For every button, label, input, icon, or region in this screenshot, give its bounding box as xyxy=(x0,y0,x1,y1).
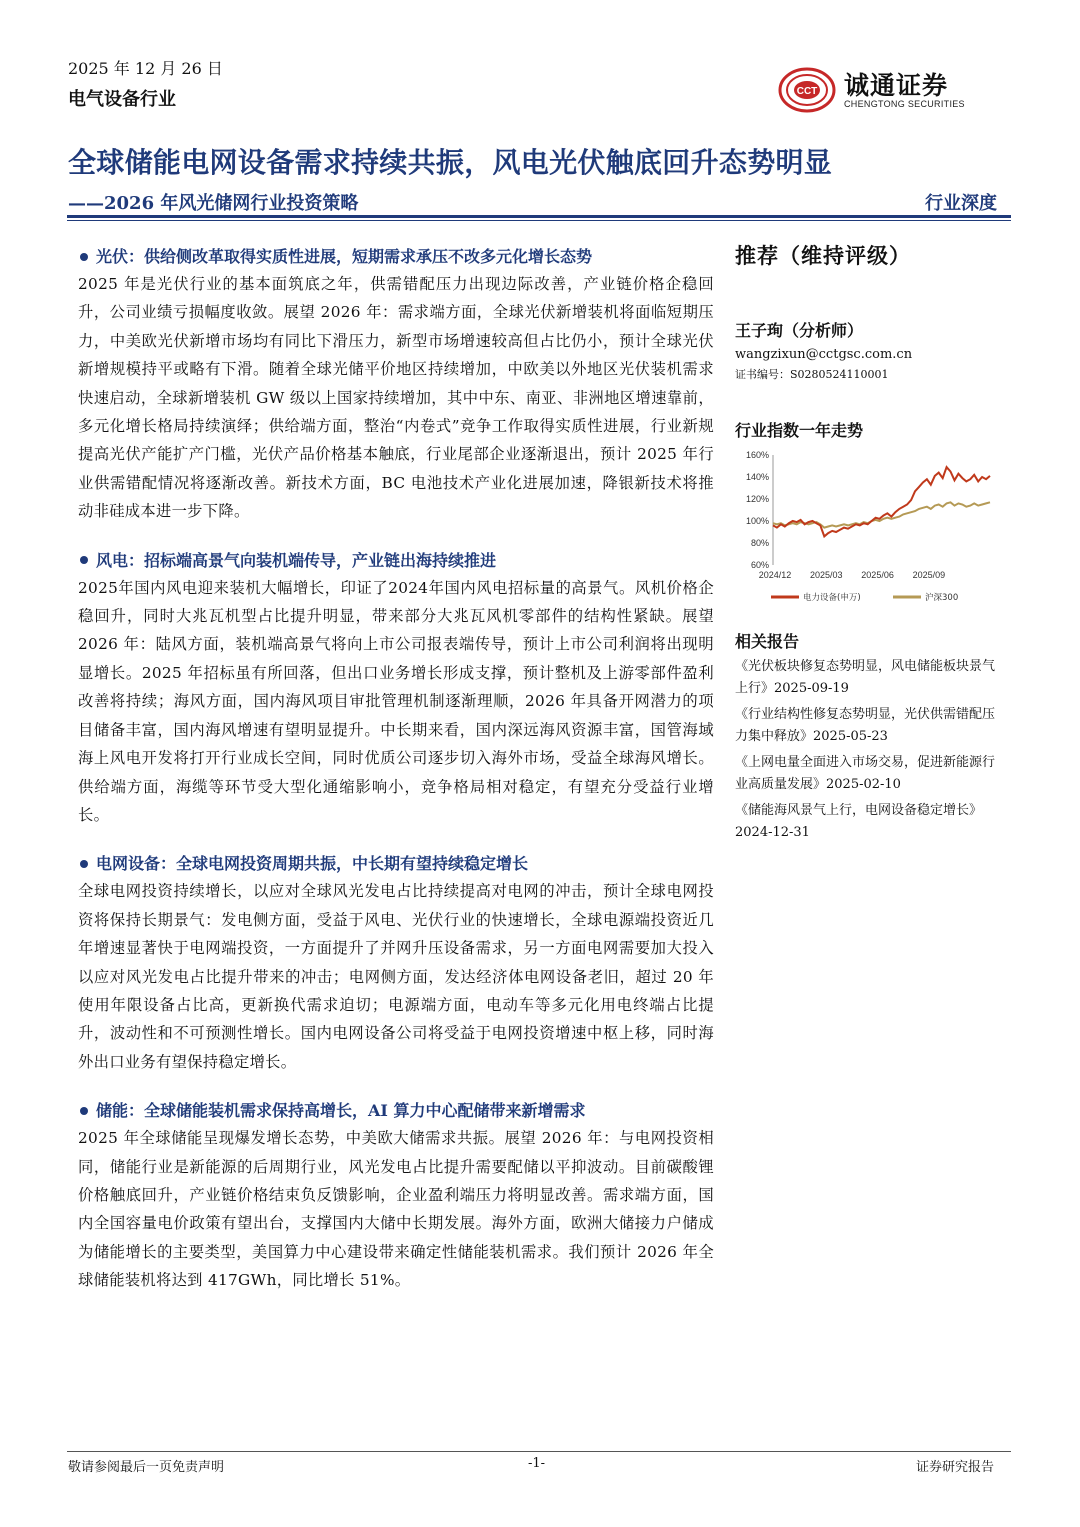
x-tick-label: 2025/09 xyxy=(912,570,946,580)
legend-label: 电力设备(申万) xyxy=(803,593,861,603)
report-type: 行业深度 xyxy=(925,193,997,214)
company-name-en: CHENGTONG SECURITIES xyxy=(844,99,965,109)
sidebar xyxy=(735,240,1015,844)
bullet-icon xyxy=(80,1107,88,1115)
y-tick-label: 60% xyxy=(750,560,769,570)
section-heading-text: 储能：全球储能装机需求保持高增长，AI 算力中心配储带来新增需求 xyxy=(96,1101,586,1121)
x-tick-label: 2025/03 xyxy=(810,570,843,580)
section-heading xyxy=(78,244,714,270)
rating: 推荐（维持评级） xyxy=(735,243,911,268)
section-heading-text: 光伏：供给侧改革取得实质性进展，短期需求承压不改多元化增长态势 xyxy=(96,247,593,266)
industry-label: 电气设备行业 xyxy=(68,89,176,110)
footer-label: 证券研究报告 xyxy=(916,1460,995,1475)
company-name: 诚通证券 xyxy=(844,71,949,100)
section-heading-text: 电网设备：全球电网投资周期共振，中长期有望持续稳定增长 xyxy=(96,854,529,874)
section-body: 全球电网投资持续增长，以应对全球风光发电占比持续提高对电网的冲击，预计全球电网投资将保持长期景气：发电侧方面，受益于风电、光伏行业的快速增长，全球电源端投资近几年增速显著快于电网端投资，一方面提升了并网升压设备需求，另一方面电网需要加大投入以应对风光发电占比提升带来的冲击；电网侧方面，发达经济体电网设备老旧，超过 20 年使用年限设备占比高，更新换代需求迫切；电源端方面，电动车等多元化用电终端占比提升，波动性和不可预测性增长。国内电网设备公司将受益于电网投资增速中枢上移，同时海外出口业务有望保持稳定增长。 xyxy=(78,882,714,1071)
section-heading-text: 风电：招标端高景气向装机端传导，产业链出海持续推进 xyxy=(96,550,497,570)
logo-mark-text: CCT xyxy=(796,86,818,97)
y-tick-label: 80% xyxy=(750,538,769,548)
report-title: 全球储能电网设备需求持续共振，风电光伏触底回升态势明显 xyxy=(68,146,833,179)
report-subtitle: ——2026 年风光储网行业投资策略 xyxy=(68,193,359,214)
related-report-item[interactable]: 《上网电量全面进入市场交易，促进新能源行业高质量发展》2025-02-10 xyxy=(735,755,996,792)
section-wind xyxy=(78,548,714,830)
header-divider-thin xyxy=(67,220,1011,221)
y-tick-label: 140% xyxy=(745,472,769,482)
section-storage xyxy=(78,1098,714,1294)
series-line xyxy=(773,467,990,536)
x-tick-label: 2025/06 xyxy=(861,570,894,580)
analyst-email[interactable]: wangzixun@cctgsc.com.cn xyxy=(735,347,913,362)
section-heading xyxy=(78,851,714,877)
y-tick-label: 100% xyxy=(745,516,769,526)
footer-disclaimer: 敬请参阅最后一页免责声明 xyxy=(68,1460,225,1475)
section-body: 2025年国内风电迎来装机大幅增长，印证了2024年国内风电招标量的高景气。风机价格企稳回升，同时大兆瓦机型占比提升明显，带来部分大兆瓦风机零部件的结构性紧缺。展望 2026 年：陆风方面，装机端高景气将向上市公司报表端传导，预计上市公司利润将出现明显增长。2025 年招标虽有所回落，但出口业务增长形成支撑，预计整机及上游零部件盈利改善将持续；海风方面，国内海风项目审批管理机制逐渐理顺，2026 年具备开网潜力的项目储备丰富，国内海风增速有望明显提升。中长期来看，国内深远海风资源丰富，国管海域海上风电开发将打开行业成长空间，同时优质公司逐步切入海外市场，受益全球海风增长。供给端方面，海缆等环节受大型化通缩影响小，竞争格局相对稳定，有望充分受益行业增长。 xyxy=(78,578,714,824)
section-heading xyxy=(78,1098,714,1124)
company-logo-icon xyxy=(778,67,836,113)
section-body: 2025 年是光伏行业的基本面筑底之年，供需错配压力出现边际改善，产业链价格企稳回升，公司业绩亏损幅度收敛。展望 2026 年：需求端方面，全球光伏新增装机将面临短期压力，中美欧光伏新增市场均有同比下滑压力，新型市场增速较高但占比仍小，预计全球光伏新增规模持平或略有下滑。随着全球光储平价地区持续增加，中欧美以外地区光伏装机需求快速启动，全球新增装机 GW 级以上国家持续增加，其中中东、南亚、非洲地区增速靠前，多元化增长格局持续演绎；供给端方面，整治“内卷式”竞争工作取得实质性进展，行业新规提高光伏产能扩产门槛，光伏产品价格基本触底，行业尾部企业逐渐退出，预计 2025 年行业供需错配情况将逐渐改善。新技术方面，BC 电池技术产业化进展加速，降银新技术将推动非硅成本进一步下降。 xyxy=(78,275,714,521)
bullet-icon xyxy=(80,253,88,261)
bullet-icon xyxy=(80,860,88,868)
footer-divider xyxy=(67,1451,1011,1452)
related-report-item[interactable]: 《储能海风景气上行，电网设备稳定增长》2024-12-31 xyxy=(735,803,983,840)
page-number: -1- xyxy=(528,1456,546,1471)
chart-title: 行业指数一年走势 xyxy=(735,421,864,440)
y-tick-label: 160% xyxy=(745,450,769,460)
analyst-cert: 证书编号：S0280524110001 xyxy=(735,368,889,381)
header-divider xyxy=(67,215,1011,218)
bullet-icon xyxy=(80,556,88,564)
index-chart xyxy=(735,447,1005,617)
section-body: 2025 年全球储能呈现爆发增长态势，中美欧大储需求共振。展望 2026 年：与电网投资相同，储能行业是新能源的后周期行业，风光发电占比提升需要配储以平抑波动。目前碳酸锂价格触底回升，产业链价格结束负反馈影响，企业盈利端压力将明显改善。需求端方面，国内全国容量电价政策有望出台，支撑国内大储中长期发展。海外方面，欧洲大储接力户储成为储能增长的主要类型，美国算力中心建设带来确定性储能装机需求。我们预计 2026 年全球储能装机将达到 417GWh，同比增长 51%。 xyxy=(78,1129,714,1290)
related-reports-title: 相关报告 xyxy=(735,632,800,651)
related-report-item[interactable]: 《光伏板块修复态势明显，风电储能板块景气上行》2025-09-19 xyxy=(735,659,996,696)
section-pv xyxy=(78,244,714,526)
x-tick-label: 2024/12 xyxy=(758,570,792,580)
section-grid xyxy=(78,851,714,1076)
report-date: 2025 年 12 月 26 日 xyxy=(68,59,223,78)
main-content xyxy=(78,244,714,1295)
section-heading xyxy=(78,548,714,574)
analyst-name: 王子珣（分析师） xyxy=(735,321,864,340)
related-report-item[interactable]: 《行业结构性修复态势明显，光伏供需错配压力集中释放》2025-05-23 xyxy=(735,707,996,744)
legend-label: 沪深300 xyxy=(925,593,959,603)
y-tick-label: 120% xyxy=(745,494,769,504)
